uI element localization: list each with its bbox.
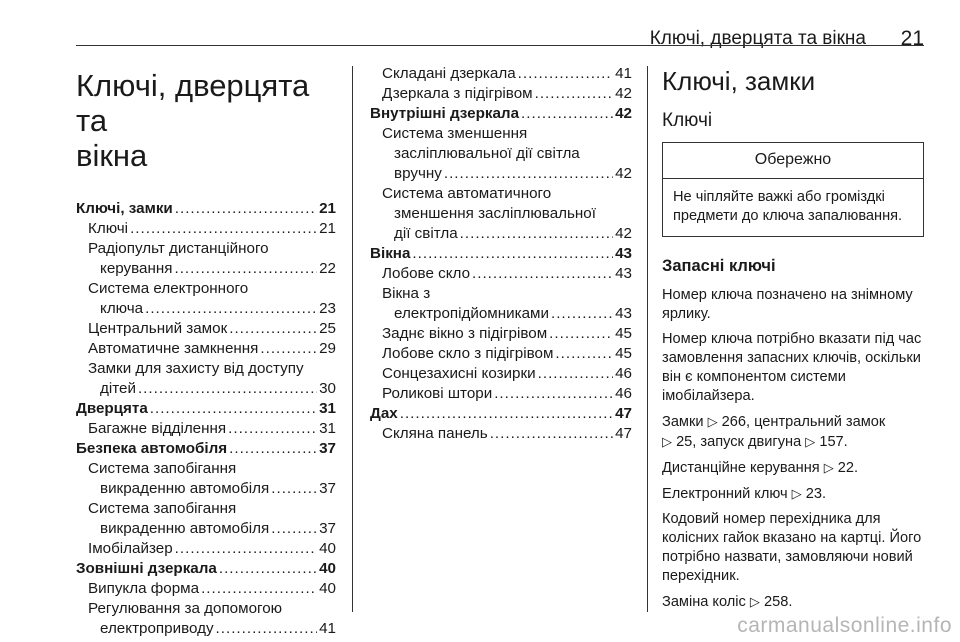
toc-leader-dots [174, 259, 317, 279]
toc-entry[interactable] [76, 399, 336, 419]
toc-entry[interactable] [76, 539, 336, 559]
spare-keys-heading: Запасні ключі [662, 257, 776, 275]
toc-leader-dots [538, 364, 613, 384]
toc-column-1 [76, 64, 336, 639]
toc-page-number: 47 [615, 405, 632, 422]
toc-page-number: 21 [319, 220, 336, 237]
caution-box [662, 142, 924, 237]
toc-page-number: 47 [615, 425, 632, 442]
toc-entry-title-line: Система запобігання [88, 500, 237, 517]
arrow-right-icon[interactable]: ▷ [749, 594, 760, 609]
toc-entry[interactable] [76, 199, 336, 219]
toc-page-number: 29 [319, 340, 336, 357]
toc-leader-dots [138, 379, 317, 399]
toc-entry[interactable] [370, 244, 632, 264]
toc-page-number: 25 [319, 320, 336, 337]
paragraph-key-label: Номер ключа позначено на знімному ярлику. [662, 287, 913, 322]
toc-entry[interactable] [370, 424, 632, 444]
toc-page-number: 30 [319, 380, 336, 397]
toc-leader-dots [175, 539, 317, 559]
toc-entry[interactable] [76, 319, 336, 339]
toc-entry-title: Роликові штори [382, 385, 493, 402]
toc-entry[interactable] [76, 619, 336, 639]
toc-entry[interactable] [370, 304, 632, 324]
toc-leader-dots [472, 264, 613, 284]
toc-entry[interactable] [370, 384, 632, 404]
toc-entry-title-line: засліплювальної дії світла [394, 145, 580, 162]
toc-entry-title: Зовнішні дзеркала [76, 560, 217, 577]
toc-page-number: 40 [319, 560, 336, 577]
toc-entry-title-line: зменшення засліплювальної [394, 205, 596, 222]
toc-entry-title: Імобілайзер [88, 540, 173, 557]
toc-leader-dots [521, 104, 613, 124]
toc-entry[interactable] [370, 84, 632, 104]
toc-entry-title: керування [100, 260, 173, 277]
toc-leader-dots [229, 439, 317, 459]
section-title: Ключі, замки [662, 66, 816, 96]
toc-page-number: 21 [319, 200, 336, 217]
toc-entry[interactable] [370, 224, 632, 244]
toc-entry-title: Автоматичне замкнення [88, 340, 259, 357]
toc-page-number: 45 [615, 325, 632, 342]
toc-page-number: 42 [615, 85, 632, 102]
toc-entry[interactable] [370, 364, 632, 384]
paragraph-ekey: Електронний ключ ▷ 23. [662, 486, 827, 502]
toc-entry-title: електропідйомниками [394, 305, 549, 322]
caution-heading: Обережно [663, 143, 923, 179]
toc-leader-dots [549, 324, 613, 344]
toc-entry-title: Лобове скло [382, 265, 471, 282]
toc-page-number: 45 [615, 345, 632, 362]
toc-entry-title: Безпека автомобіля [76, 440, 228, 457]
chapter-title-line-2: вікна [76, 138, 148, 173]
paragraph-remote: Дистанційне керування ▷ 22. [662, 460, 859, 476]
toc-entry-title: Багажне відділення [88, 420, 227, 437]
running-title: Ключі, дверцята та вікна [649, 28, 866, 49]
toc-entry-title: Ключі, замки [76, 200, 173, 217]
toc-entry-title: Дах [370, 405, 398, 422]
caution-text: Не чіпляйте важкі або громіздкі предмети до ключа запалювання. [673, 189, 903, 224]
toc-page-number: 41 [319, 620, 336, 637]
toc-page-number: 23 [319, 300, 336, 317]
toc-page-number: 40 [319, 540, 336, 557]
toc-entry-title-line: Система зменшення [382, 125, 528, 142]
toc-page-number: 42 [615, 165, 632, 182]
toc-entry-title: Центральний замок [88, 320, 228, 337]
toc-leader-dots [412, 244, 613, 264]
chapter-title [76, 68, 336, 173]
toc-entry[interactable] [370, 164, 632, 184]
toc-entry[interactable] [76, 439, 336, 459]
toc-entry[interactable] [370, 324, 632, 344]
toc-leader-dots [271, 519, 317, 539]
toc-leader-dots [260, 339, 317, 359]
arrow-right-icon[interactable]: ▷ [823, 460, 834, 475]
toc-leader-dots [201, 579, 317, 599]
toc-page-number: 37 [319, 520, 336, 537]
toc-entry[interactable] [370, 264, 632, 284]
toc-list-1 [76, 199, 336, 639]
toc-entry[interactable] [76, 379, 336, 399]
toc-entry-title: Сонцезахисні козирки [382, 365, 536, 382]
toc-page-number: 46 [615, 365, 632, 382]
toc-entry-title: викраденню автомобіля [100, 480, 270, 497]
toc-entry-title: дії світла [394, 225, 458, 242]
toc-entry-title: Заднє вікно з підігрівом [382, 325, 548, 342]
toc-page-number: 43 [615, 305, 632, 322]
toc-page-number: 43 [615, 245, 632, 262]
toc-entry[interactable] [76, 559, 336, 579]
toc-leader-dots [555, 344, 613, 364]
toc-entry[interactable] [370, 404, 632, 424]
toc-leader-dots [518, 64, 613, 84]
toc-leader-dots [494, 384, 613, 404]
toc-entry[interactable] [370, 104, 632, 124]
toc-entry[interactable] [76, 519, 336, 539]
toc-entry-title: Вікна [370, 245, 411, 262]
toc-column-2 [370, 64, 632, 444]
paragraph-references: Замки ▷ 266, центральний замок ▷ 25, запуск двигуна ▷ 157. [662, 414, 886, 450]
toc-leader-dots [219, 559, 317, 579]
toc-entry-title: Лобове скло з підігрівом [382, 345, 554, 362]
toc-leader-dots [228, 419, 317, 439]
toc-entry-title: Дверцята [76, 400, 148, 417]
toc-entry-title: Внутрішні дзеркала [370, 105, 520, 122]
toc-entry-title: Ключі [88, 220, 129, 237]
arrow-right-icon[interactable]: ▷ [707, 414, 718, 429]
toc-leader-dots [130, 219, 317, 239]
toc-leader-dots [551, 304, 613, 324]
toc-entry[interactable] [76, 219, 336, 239]
toc-entry[interactable] [76, 299, 336, 319]
toc-page-number: 31 [319, 420, 336, 437]
toc-entry-title-line: Система запобігання [88, 460, 237, 477]
toc-entry-title: Складані дзеркала [382, 65, 516, 82]
toc-entry[interactable] [76, 339, 336, 359]
toc-entry[interactable] [370, 64, 632, 84]
toc-page-number: 42 [615, 105, 632, 122]
toc-page-number: 22 [319, 260, 336, 277]
toc-list-2 [370, 64, 632, 444]
toc-entry-title-line: Замки для захисту від доступу [88, 360, 304, 377]
toc-entry-title: Скляна панель [382, 425, 488, 442]
toc-leader-dots [400, 404, 613, 424]
toc-page-number: 37 [319, 480, 336, 497]
toc-page-number: 40 [319, 580, 336, 597]
header-rule [76, 45, 924, 46]
toc-entry-title-line: Регулювання за допомогою [88, 600, 283, 617]
toc-entry-title: викраденню автомобіля [100, 520, 270, 537]
toc-entry-title: електроприводу [100, 620, 214, 637]
chapter-title-line-1: Ключі, дверцята та [76, 68, 310, 138]
toc-page-number: 42 [615, 225, 632, 242]
column-divider-1 [352, 66, 353, 612]
content-column [662, 64, 924, 618]
toc-page-number: 46 [615, 385, 632, 402]
column-divider-2 [647, 66, 648, 612]
toc-page-number: 41 [615, 65, 632, 82]
toc-entry[interactable] [76, 579, 336, 599]
toc-leader-dots [444, 164, 613, 184]
toc-entry[interactable] [76, 479, 336, 499]
toc-entry[interactable] [76, 419, 336, 439]
toc-leader-dots [271, 479, 317, 499]
arrow-right-icon[interactable]: ▷ [662, 434, 672, 449]
toc-leader-dots [490, 424, 613, 444]
toc-leader-dots [535, 84, 614, 104]
toc-leader-dots [216, 619, 318, 639]
toc-page-number: 31 [319, 400, 336, 417]
toc-leader-dots [175, 199, 317, 219]
page-number: 21 [900, 27, 924, 50]
paragraph-adapter: Кодовий номер перехідника для колісних гайок вказано на картці. Його потрібно назвати, замовляючи новий перехідник. [662, 511, 922, 584]
toc-entry-title-line: Вікна з [382, 285, 431, 302]
toc-entry[interactable] [370, 344, 632, 364]
toc-entry-title-line: Система електронного [88, 280, 249, 297]
toc-leader-dots [150, 399, 317, 419]
arrow-right-icon[interactable]: ▷ [805, 434, 816, 449]
watermark: carmanualsonline.info [737, 614, 952, 637]
subsection-title: Ключі [662, 110, 713, 131]
toc-entry-title-line: Система автоматичного [382, 185, 552, 202]
toc-entry-title: ключа [100, 300, 144, 317]
toc-page-number: 37 [319, 440, 336, 457]
toc-entry-title: дітей [100, 380, 136, 397]
toc-page-number: 43 [615, 265, 632, 282]
toc-entry-title: Випукла форма [88, 580, 200, 597]
toc-leader-dots [460, 224, 613, 244]
toc-leader-dots [229, 319, 317, 339]
toc-entry[interactable] [76, 259, 336, 279]
toc-leader-dots [145, 299, 317, 319]
toc-entry-title: вручну [394, 165, 442, 182]
toc-entry-title-line: Радіопульт дистанційного [88, 240, 269, 257]
toc-entry-title: Дзеркала з підігрівом [382, 85, 533, 102]
paragraph-key-order: Номер ключа потрібно вказати під час замовлення запасних ключів, оскільки він є компонентом системи імобілайзера. [662, 331, 922, 404]
arrow-right-icon[interactable]: ▷ [791, 486, 802, 501]
paragraph-wheel-change: Заміна коліс ▷ 258. [662, 594, 793, 610]
